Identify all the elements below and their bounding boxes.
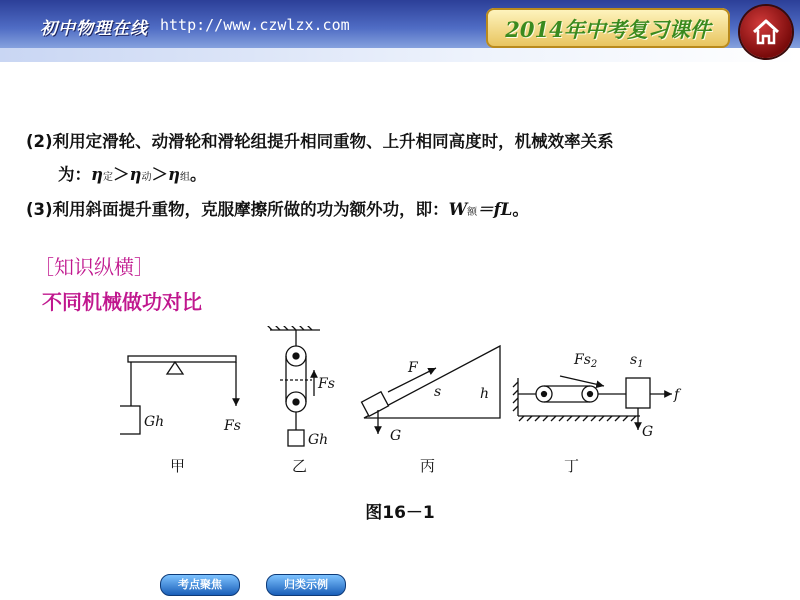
caption-yi: 乙 bbox=[292, 457, 308, 475]
point-2-number: (2) bbox=[26, 132, 53, 151]
work-formula: ＝fL bbox=[477, 200, 513, 219]
eta-sub-fixed: 定 bbox=[103, 172, 113, 183]
point-3-number: (3) bbox=[26, 200, 53, 219]
label-f-small: f bbox=[674, 387, 680, 403]
eta-sub-group: 组 bbox=[180, 172, 190, 183]
header-bar bbox=[0, 0, 800, 62]
lever-weight bbox=[120, 406, 140, 434]
point-2-line-1 bbox=[26, 130, 614, 154]
header-stripe bbox=[0, 48, 800, 62]
label-gh: Gh bbox=[144, 414, 165, 430]
rope-force-arrow bbox=[560, 376, 604, 386]
lever-beam bbox=[128, 356, 236, 362]
eta-symbol: η bbox=[129, 165, 142, 184]
label-h: h bbox=[480, 386, 490, 402]
eta-sub-movable: 动 bbox=[141, 172, 152, 183]
eta-symbol: η bbox=[168, 165, 180, 184]
site-url: http://www.czwlzx.com bbox=[160, 16, 350, 34]
caption-jia: 甲 bbox=[170, 457, 186, 475]
label-s1: $s_1$ bbox=[630, 352, 644, 370]
point-2-prefix: 为： bbox=[58, 165, 91, 184]
section-subtitle: 不同机械做功对比 bbox=[42, 290, 202, 314]
gt-sign: ＞ bbox=[151, 165, 168, 184]
label-f: F bbox=[408, 360, 418, 376]
label-gh: Gh bbox=[308, 432, 329, 448]
point-2-text: 利用定滑轮、动滑轮和滑轮组提升相同重物、上升相同高度时，机械效率关系 bbox=[52, 132, 614, 151]
lever-fulcrum bbox=[167, 362, 183, 374]
period: 。 bbox=[512, 200, 529, 219]
course-banner bbox=[486, 8, 730, 48]
label-fs: Fs bbox=[224, 418, 241, 434]
point-3-text: 利用斜面提升重物，克服摩擦所做的功为额外功，即： bbox=[52, 200, 449, 219]
gt-sign: ＞ bbox=[113, 165, 130, 184]
label-fs2: $Fs_2$ bbox=[574, 352, 598, 370]
figure-title: 图16－1 bbox=[365, 503, 435, 523]
home-button[interactable] bbox=[740, 6, 792, 58]
label-g: G bbox=[642, 424, 654, 440]
home-icon bbox=[752, 18, 780, 46]
course-title: 2014年中考复习课件 bbox=[505, 17, 711, 42]
site-name: 初中物理在线 bbox=[40, 19, 148, 39]
label-g: G bbox=[390, 428, 402, 444]
focus-points-button[interactable]: 考点聚焦 bbox=[160, 574, 240, 596]
examples-button[interactable]: 归类示例 bbox=[266, 574, 346, 596]
caption-ding: 丁 bbox=[564, 457, 580, 475]
eta-symbol: η bbox=[91, 165, 103, 184]
pulley-weight bbox=[288, 430, 304, 446]
work-symbol: W bbox=[448, 200, 468, 219]
sliding-block bbox=[626, 378, 650, 408]
point-2-line-2 bbox=[58, 163, 207, 190]
label-fs: Fs bbox=[318, 376, 335, 392]
label-s: s bbox=[434, 384, 442, 400]
section-label: ［知识纵横］ bbox=[34, 255, 154, 279]
work-sub-extra: 额 bbox=[467, 207, 478, 218]
period: 。 bbox=[190, 165, 207, 184]
point-3-line bbox=[26, 198, 529, 225]
caption-bing: 丙 bbox=[420, 457, 436, 475]
machines-figure bbox=[120, 326, 700, 476]
